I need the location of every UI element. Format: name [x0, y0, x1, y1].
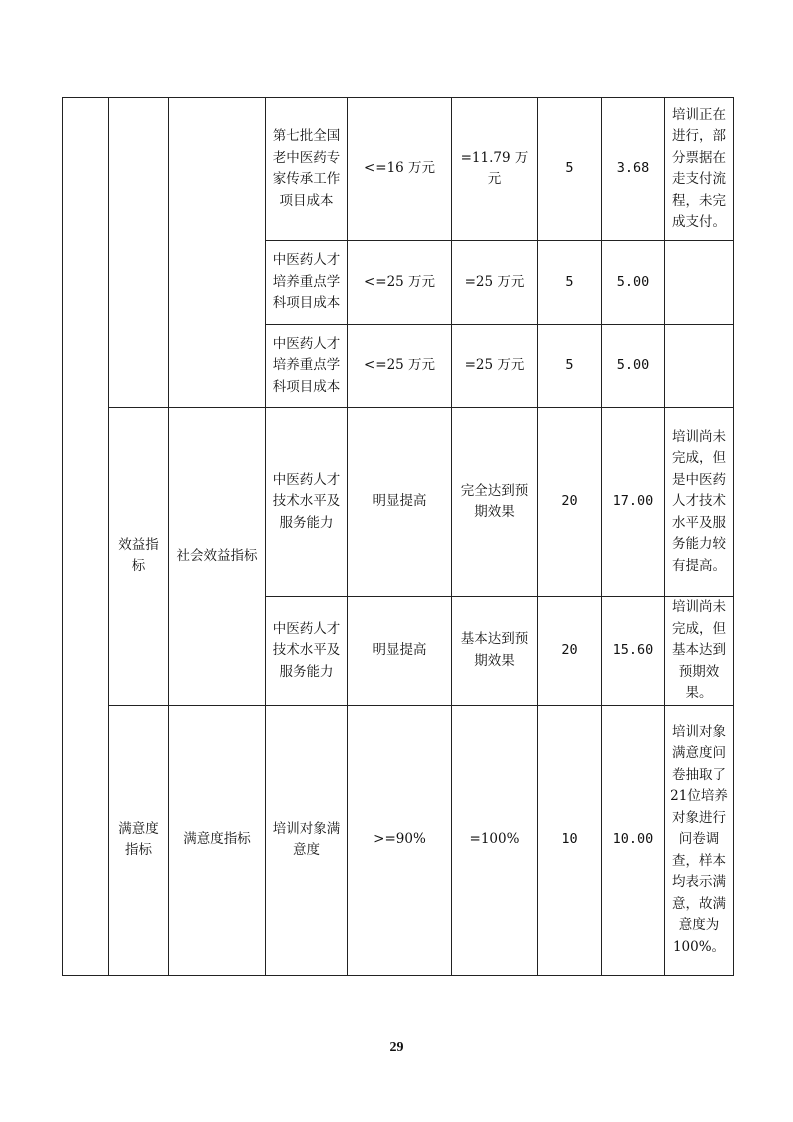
blank-level1-cell	[109, 98, 169, 408]
indicator-cell: 中医药人才技术水平及服务能力	[266, 408, 348, 597]
indicator-cell: 中医药人才培养重点学科项目成本	[266, 325, 348, 408]
page-number: 29	[389, 1040, 404, 1055]
indicator-cell: 培训对象满意度	[266, 705, 348, 975]
target-cell: <=25 万元	[348, 325, 452, 408]
score-cell: 15.60	[602, 597, 665, 706]
target-cell: <=25 万元	[348, 241, 452, 325]
performance-table	[62, 97, 734, 976]
target-cell: <=16 万元	[348, 98, 452, 241]
category-level1-cell: 效益指标	[109, 408, 169, 706]
weight-cell: 10	[538, 705, 602, 975]
indicator-cell: 中医药人才培养重点学科项目成本	[266, 241, 348, 325]
actual-cell: 完全达到预期效果	[452, 408, 538, 597]
actual-cell: =25 万元	[452, 325, 538, 408]
table-row	[63, 408, 734, 597]
note-cell: 培训尚未完成，但是中医药人才技术水平及服务能力较有提高。	[665, 408, 734, 597]
target-cell: 明显提高	[348, 597, 452, 706]
score-cell: 3.68	[602, 98, 665, 241]
weight-cell: 5	[538, 98, 602, 241]
score-cell: 17.00	[602, 408, 665, 597]
category-level2-cell: 满意度指标	[169, 705, 266, 975]
weight-cell: 20	[538, 597, 602, 706]
weight-cell: 5	[538, 241, 602, 325]
note-cell: 培训正在进行，部分票据在走支付流程，未完成支付。	[665, 98, 734, 241]
actual-cell: =11.79 万元	[452, 98, 538, 241]
table-row	[63, 98, 734, 241]
indicator-cell: 第七批全国老中医药专家传承工作项目成本	[266, 98, 348, 241]
category-level1-cell: 满意度指标	[109, 705, 169, 975]
weight-cell: 5	[538, 325, 602, 408]
blank-level2-cell	[169, 98, 266, 408]
table-row	[63, 705, 734, 975]
score-cell: 5.00	[602, 325, 665, 408]
category-level2-cell: 社会效益指标	[169, 408, 266, 706]
target-cell: 明显提高	[348, 408, 452, 597]
score-cell: 5.00	[602, 241, 665, 325]
note-cell: 培训对象满意度问卷抽取了21位培养对象进行问卷调查，样本均表示满意，故满意度为100%。	[665, 705, 734, 975]
note-cell	[665, 325, 734, 408]
note-cell	[665, 241, 734, 325]
note-cell: 培训尚未完成，但基本达到预期效果。	[665, 597, 734, 706]
score-cell: 10.00	[602, 705, 665, 975]
actual-cell: =100%	[452, 705, 538, 975]
blank-category-cell	[63, 98, 109, 976]
weight-cell: 20	[538, 408, 602, 597]
indicator-cell: 中医药人才技术水平及服务能力	[266, 597, 348, 706]
actual-cell: 基本达到预期效果	[452, 597, 538, 706]
target-cell: >=90%	[348, 705, 452, 975]
actual-cell: =25 万元	[452, 241, 538, 325]
